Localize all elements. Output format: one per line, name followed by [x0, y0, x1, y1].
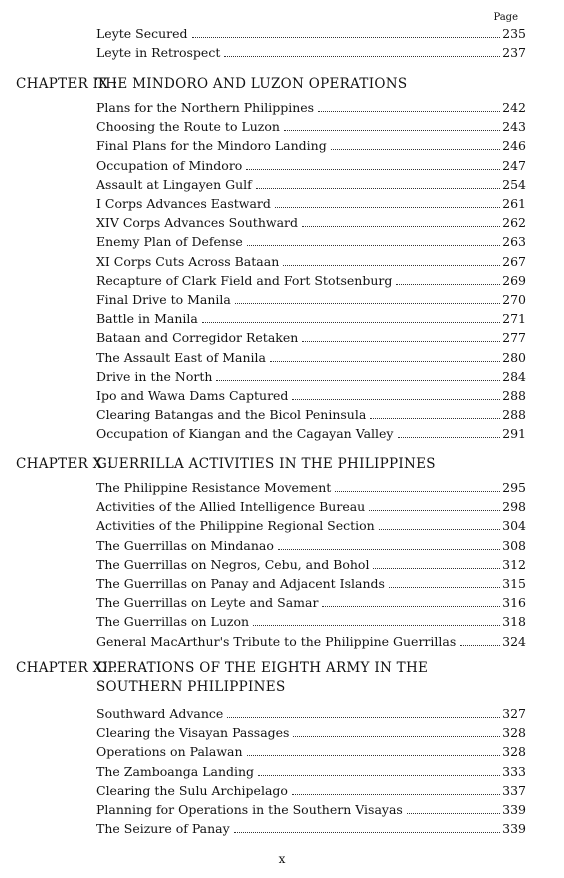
toc-entry-page: 298 — [502, 499, 526, 515]
dot-leader — [247, 754, 501, 756]
dot-leader — [389, 586, 500, 588]
toc-entry-title: XIV Corps Advances Southward — [96, 215, 299, 231]
chapter-heading — [16, 456, 526, 472]
toc-entry — [96, 348, 526, 367]
chapter-heading — [16, 76, 526, 92]
toc-entry — [96, 704, 526, 723]
dot-leader — [293, 735, 500, 737]
toc-entry — [96, 386, 526, 405]
toc-entry-title: The Guerrillas on Negros, Cebu, and Bohol — [96, 556, 370, 572]
toc-entry-page: 242 — [502, 100, 526, 115]
toc-entry — [96, 98, 526, 117]
toc-entry-page: 235 — [502, 26, 526, 41]
toc-entry-page: 328 — [502, 725, 526, 741]
toc-entry-title: Occupation of Mindoro — [96, 157, 243, 173]
toc-entry — [96, 819, 526, 838]
toc-entry — [96, 117, 526, 136]
toc-entry-title: I Corps Advances Eastward — [96, 196, 271, 211]
chapter-number: CHAPTER X : — [16, 456, 113, 472]
toc-entry — [96, 742, 526, 761]
dot-leader — [302, 225, 500, 227]
dot-leader — [258, 774, 500, 776]
dot-leader — [369, 509, 500, 511]
toc-entry-page: 271 — [502, 311, 526, 327]
toc-entry-title: Assault at Lingayen Gulf — [96, 176, 252, 192]
toc-entry — [96, 478, 526, 497]
chapter-title: GUERRILLA ACTIVITIES IN THE PHILIPPINES — [96, 456, 436, 472]
toc-entry-title: Enemy Plan of Defense — [96, 234, 243, 250]
dot-leader — [283, 264, 500, 266]
toc-entry-title: Planning for Operations in the Southern Visayas — [96, 802, 403, 817]
toc-entry-title: The Philippine Resistance Movement — [96, 480, 332, 495]
toc-entry-page: 267 — [502, 253, 526, 269]
toc-entry-page: 246 — [502, 138, 526, 154]
toc-entry-page: 270 — [502, 292, 526, 307]
dot-leader — [398, 436, 501, 438]
toc-entry-title: General MacArthur's Tribute to the Philippine Guerrillas — [96, 633, 457, 649]
dot-leader — [373, 567, 500, 569]
dot-leader — [396, 283, 500, 285]
toc-entry-page: 308 — [502, 537, 526, 553]
toc-entry — [96, 800, 526, 819]
toc-entry-title: Choosing the Route to Luzon — [96, 119, 280, 135]
toc-entry-page: 312 — [502, 556, 526, 572]
toc-entry — [96, 24, 526, 43]
toc-entry — [96, 723, 526, 742]
toc-entry — [96, 367, 526, 386]
toc-entry-title: Southward Advance — [96, 706, 224, 721]
chapter-number: CHAPTER IX : — [16, 76, 118, 92]
toc-entry-page: 237 — [502, 45, 526, 61]
toc-entry-page: 291 — [502, 426, 526, 442]
toc-entry — [96, 194, 526, 213]
toc-entry — [96, 612, 526, 631]
toc-entry-title: Activities of the Philippine Regional Section — [96, 518, 375, 534]
toc-entry-title: Leyte Secured — [96, 26, 188, 41]
dot-leader — [202, 321, 500, 323]
toc-entry-page: 324 — [502, 633, 526, 649]
dot-leader — [192, 36, 501, 38]
toc-entry — [96, 271, 526, 290]
dot-leader — [460, 644, 500, 646]
dot-leader — [284, 129, 500, 131]
toc-entry — [96, 309, 526, 328]
dot-leader — [318, 110, 500, 112]
toc-entry-page: 280 — [502, 349, 526, 365]
toc-entry-page: 269 — [502, 272, 526, 288]
toc-entry-title: The Seizure of Panay — [96, 821, 230, 837]
dot-leader — [247, 244, 500, 246]
toc-entry-page: 327 — [502, 706, 526, 721]
toc-entry-page: 262 — [502, 215, 526, 231]
toc-entry-page: 295 — [502, 480, 526, 495]
toc-entry-page: 339 — [502, 802, 526, 817]
toc-entry — [96, 328, 526, 347]
toc-entry-page: 328 — [502, 744, 526, 760]
chapter-heading — [16, 660, 526, 695]
toc-entry — [96, 497, 526, 516]
toc-entry-title: Battle in Manila — [96, 311, 198, 327]
toc-entry — [96, 424, 526, 443]
dot-leader — [292, 793, 500, 795]
toc-entry-title: Activities of the Allied Intelligence Bureau — [96, 499, 366, 515]
toc-entry-page: 261 — [502, 196, 526, 211]
toc-entry — [96, 516, 526, 535]
toc-entry-title: Clearing the Visayan Passages — [96, 725, 290, 741]
toc-entry-title: The Guerrillas on Panay and Adjacent Islands — [96, 576, 385, 591]
dot-leader — [278, 548, 500, 550]
toc-entry-page: 288 — [502, 407, 526, 423]
toc-entry-title: The Zamboanga Landing — [96, 763, 255, 779]
toc-entry — [96, 781, 526, 800]
toc-entry — [96, 232, 526, 251]
toc-entry-title: Leyte in Retrospect — [96, 45, 221, 61]
toc-entry-page: 318 — [502, 614, 526, 630]
toc-entry-title: Operations on Palawan — [96, 744, 243, 760]
chapter-number: CHAPTER XI : — [16, 660, 118, 676]
dot-leader — [246, 168, 500, 170]
dot-leader — [275, 206, 500, 208]
toc-entry-page: 254 — [502, 176, 526, 192]
toc-entry-title: Occupation of Kiangan and the Cagayan Valley — [96, 426, 394, 442]
toc-entry — [96, 574, 526, 593]
toc-entry — [96, 136, 526, 155]
dot-leader — [270, 360, 500, 362]
toc-entry — [96, 632, 526, 651]
dot-leader — [370, 417, 500, 419]
dot-leader — [216, 379, 500, 381]
toc-entry-page: 243 — [502, 119, 526, 135]
toc-entry-title: The Guerrillas on Mindanao — [96, 537, 274, 553]
toc-entry-title: Plans for the Northern Philippines — [96, 100, 315, 115]
toc-entry-title: Clearing Batangas and the Bicol Peninsula — [96, 407, 367, 423]
toc-entry-page: 247 — [502, 157, 526, 173]
toc-entry — [96, 593, 526, 612]
toc-entry — [96, 762, 526, 781]
toc-entry-page: 277 — [502, 330, 526, 346]
dot-leader — [331, 148, 500, 150]
toc-entry-page: 263 — [502, 234, 526, 250]
toc-entry-title: The Guerrillas on Leyte and Samar — [96, 595, 319, 611]
toc-entry — [96, 290, 526, 309]
dot-leader — [227, 716, 500, 718]
dot-leader — [407, 812, 500, 814]
dot-leader — [235, 302, 500, 304]
toc-entry-title: Final Drive to Manila — [96, 292, 231, 307]
toc-entry-page: 288 — [502, 388, 526, 403]
toc-entry-page: 284 — [502, 368, 526, 384]
chapter-title: OPERATIONS OF THE EIGHTH ARMY IN THE — [96, 660, 429, 676]
toc-entry — [96, 555, 526, 574]
toc-entry-title: Clearing the Sulu Archipelago — [96, 782, 288, 798]
toc-entry-title: Final Plans for the Mindoro Landing — [96, 138, 327, 154]
toc-entry-title: XI Corps Cuts Across Bataan — [96, 253, 280, 269]
chapter-title-continued: SOUTHERN PHILIPPINES — [96, 679, 286, 695]
dot-leader — [335, 490, 500, 492]
toc-entry-page: 316 — [502, 595, 526, 611]
toc-entry — [96, 156, 526, 175]
toc-entry-title: Drive in the North — [96, 368, 213, 384]
page-label: Page — [493, 12, 518, 23]
toc-entry-title: Ipo and Wawa Dams Captured — [96, 388, 289, 403]
toc-entry-title: Bataan and Corregidor Retaken — [96, 330, 299, 346]
toc-entry — [96, 175, 526, 194]
toc-entry — [96, 536, 526, 555]
toc-entry — [96, 252, 526, 271]
dot-leader — [224, 55, 500, 57]
toc-entry-title: The Guerrillas on Luzon — [96, 614, 250, 630]
toc-entry-page: 339 — [502, 821, 526, 837]
dot-leader — [302, 340, 500, 342]
dot-leader — [292, 398, 500, 400]
dot-leader — [234, 831, 500, 833]
toc-entry-page: 315 — [502, 576, 526, 591]
toc-entry-title: The Assault East of Manila — [96, 349, 266, 365]
toc-entry — [96, 43, 526, 62]
toc-entry-page: 333 — [502, 763, 526, 779]
toc-entry-title: Recapture of Clark Field and Fort Stotsenburg — [96, 272, 393, 288]
dot-leader — [322, 605, 500, 607]
page-footer-number: x — [278, 852, 286, 866]
toc-entry — [96, 213, 526, 232]
toc-entry — [96, 405, 526, 424]
dot-leader — [379, 528, 500, 530]
dot-leader — [256, 187, 500, 189]
toc-entry-page: 337 — [502, 782, 526, 798]
dot-leader — [253, 624, 500, 626]
toc-entry-page: 304 — [502, 518, 526, 534]
chapter-title: THE MINDORO AND LUZON OPERATIONS — [96, 76, 408, 92]
